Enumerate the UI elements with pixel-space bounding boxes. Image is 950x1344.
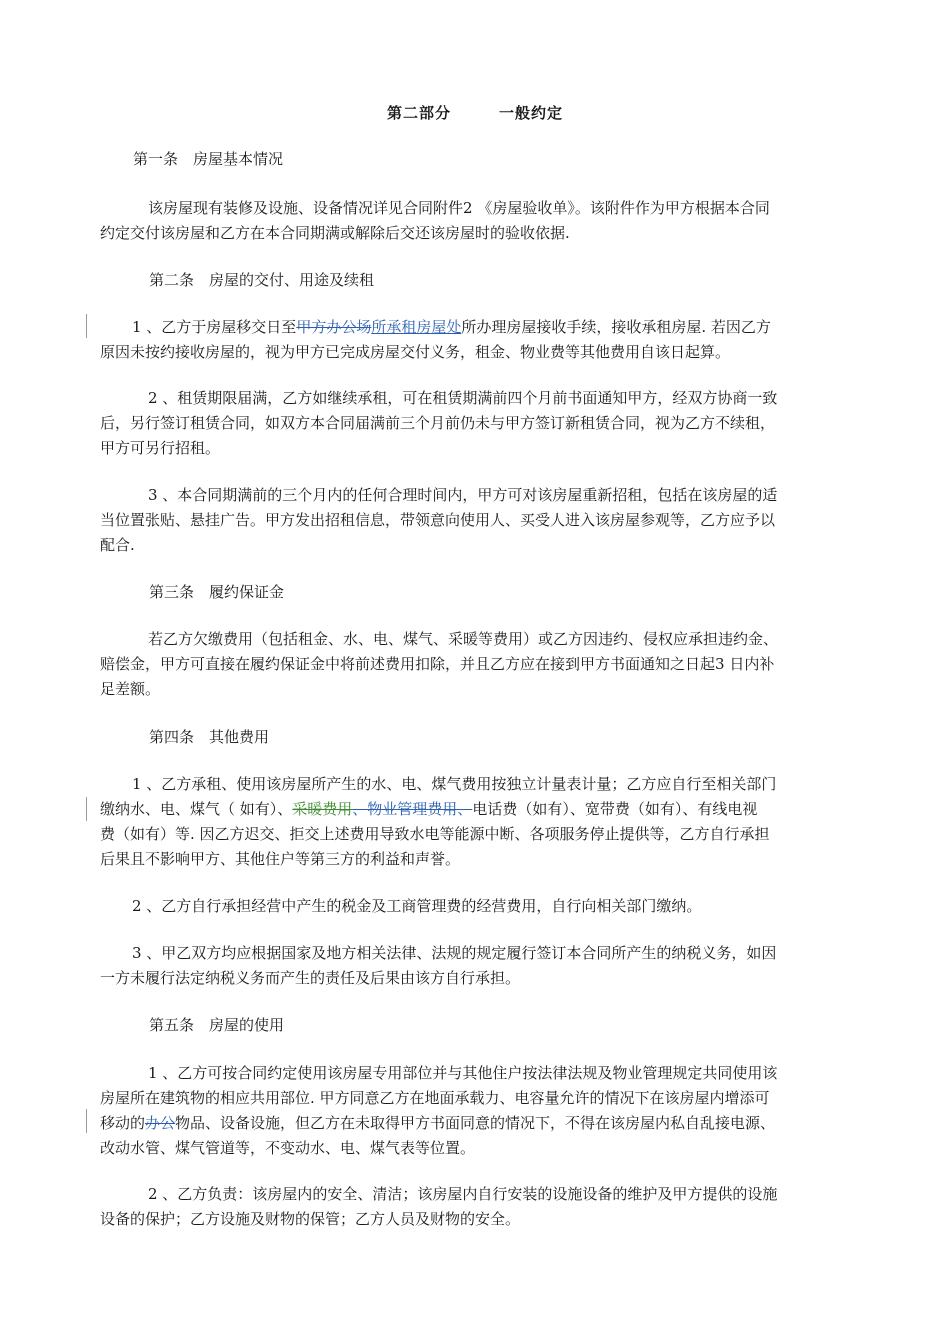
article-3-heading: 第三条 履约保证金 (149, 583, 285, 601)
text-line: 赔偿金，甲方可直接在履约保证金中将前述费用扣除，并且乙方应在接到甲方书面通知之日起3 日内补 (100, 655, 775, 673)
text-segment: 1 、乙方于房屋移交日至 (132, 318, 297, 336)
text-line: 若乙方欠缴费用（包括租金、水、电、煤气、采暖等费用）或乙方因违约、侵权应承担违约金、 (148, 630, 779, 648)
text-line: 一方未履行法定纳税义务而产生的责任及后果由该方自行承担。 (100, 969, 521, 987)
article-5-clause-1 (100, 1061, 852, 1161)
article-4-clause-3 (100, 941, 852, 991)
deleted-text: 、物业管理费用、 (352, 800, 473, 818)
article-3-paragraph (100, 627, 852, 702)
article-5-clause-2 (100, 1182, 852, 1232)
text-line: 该房屋现有装修及设施、设备情况详见合同附件2 《房屋验收单》。该附件作为甲方根据本合同 (148, 199, 770, 217)
text-line: 2 、乙方自行承担经营中产生的税金及工商管理费的经营费用，自行向相关部门缴纳。 (132, 897, 702, 915)
text-line: 1 、乙方可按合同约定使用该房屋专用部位并与其他住户按法律法规及物业管理规定共同使用该 (148, 1064, 778, 1082)
text-line: 当位置张贴、悬挂广告。甲方发出招租信息，带领意向使用人、买受人进入该房屋参观等，乙方应予以 (100, 511, 776, 529)
text-line: 足差额。 (100, 680, 161, 698)
text-line: 后果且不影响甲方、其他住户等第三方的利益和声誉。 (100, 850, 461, 868)
text-line: 3 、本合同期满前的三个月内的任何合理时间内，甲方可对该房屋重新招租，包括在该房屋的适 (148, 486, 778, 504)
text-line: 甲方可另行招租。 (100, 439, 221, 457)
page-title (0, 102, 950, 123)
text-line: 约定交付该房屋和乙方在本合同期满或解除后交还该房屋时的验收依据. (100, 224, 570, 242)
change-bar (86, 314, 87, 338)
text-line: 原因未按约接收房屋的，视为甲方已完成房屋交付义务，租金、物业费等其他费用自该日起算。 (100, 343, 731, 361)
article-2-heading: 第二条 房屋的交付、用途及续租 (149, 271, 375, 289)
text-line: 3 、甲乙双方均应根据国家及地方相关法律、法规的规定履行签订本合同所产生的纳税义务，如因 (132, 944, 777, 962)
article-4-heading: 第四条 其他费用 (149, 728, 270, 746)
article-2-clause-3 (100, 483, 852, 558)
text-line: 设备的保护；乙方设施及财物的保管；乙方人员及财物的安全。 (100, 1210, 521, 1228)
article-1-heading: 第一条 房屋基本情况 (133, 150, 284, 168)
part-label: 第二部分 (386, 104, 451, 122)
text-segment: 电话费（如有）、宽带费（如有）、有线电视 (472, 800, 758, 818)
text-segment: 物品、设备设施，但乙方在未取得甲方书面同意的情况下，不得在该房屋内私自乱接电源、 (175, 1114, 776, 1132)
article-1-paragraph (100, 196, 852, 246)
text-line (100, 797, 852, 822)
text-line: 配合. (100, 536, 135, 554)
article-2-clause-2 (100, 386, 852, 461)
part-name: 一般约定 (499, 104, 564, 122)
text-segment: 缴纳水、电、煤气（ 如有）、 (100, 800, 293, 818)
text-line (100, 1111, 852, 1136)
text-line: 房屋所在建筑物的相应共用部位. 甲方同意乙方在地面承载力、电容量允许的情况下在该房屋内增添可 (100, 1089, 770, 1107)
article-4-clause-2 (100, 894, 852, 919)
deleted-text: 甲方办公场 (296, 318, 372, 336)
deleted-text: 办公 (145, 1114, 176, 1132)
text-line: 2 、乙方负责：该房屋内的安全、清洁；该房屋内自行安装的设施设备的维护及甲方提供的设施 (148, 1185, 778, 1203)
article-4-clause-1 (100, 772, 852, 872)
inserted-text: 所承租房屋处 (371, 318, 462, 336)
deleted-text: 采暖费用 (292, 800, 353, 818)
text-line: 后，另行签订租赁合同，如双方本合同届满前三个月前仍未与甲方签订新租赁合同，视为乙方不续租， (100, 414, 776, 432)
article-5-heading: 第五条 房屋的使用 (149, 1016, 285, 1034)
text-line: 1 、乙方承租、使用该房屋所产生的水、电、煤气费用按独立计量表计量；乙方应自行至相关部门 (132, 775, 777, 793)
change-bar (86, 797, 87, 821)
text-line: 费（如有）等. 因乙方迟交、拒交上述费用导致水电等能源中断、各项服务停止提供等，乙方自行承担 (100, 825, 770, 843)
text-segment: 所办理房屋接收手续，接收承租房屋. 若因乙方 (461, 318, 771, 336)
text-line (100, 315, 852, 340)
article-2-clause-1 (100, 315, 852, 365)
text-line: 2 、租赁期限届满，乙方如继续承租，可在租赁期满前四个月前书面通知甲方，经双方协商一致 (148, 389, 778, 407)
change-bar (86, 1109, 87, 1133)
text-line: 改动水管、煤气管道等，不变动水、电、煤气表等位置。 (100, 1139, 476, 1157)
text-segment: 移动的 (100, 1114, 146, 1132)
